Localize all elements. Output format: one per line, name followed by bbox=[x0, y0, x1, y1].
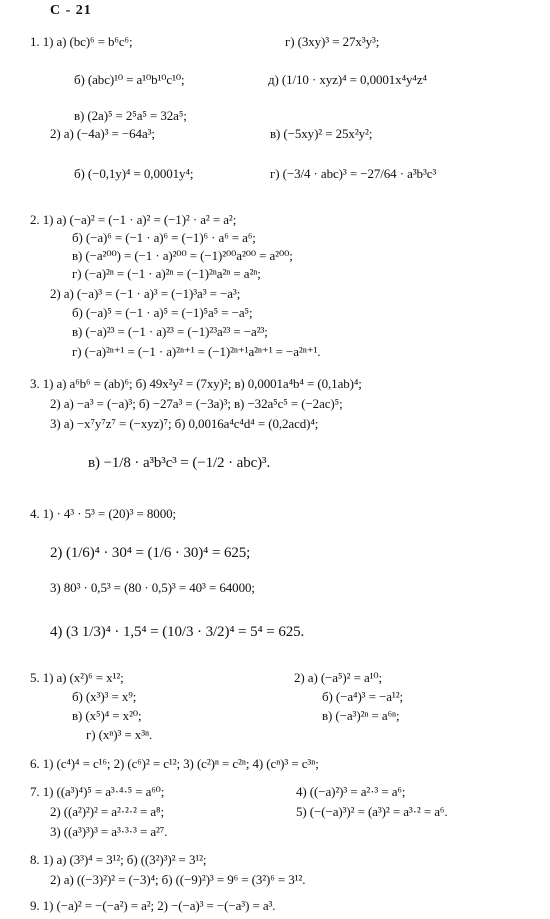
task-5-line-2: б) (x³)³ = x⁹; bbox=[72, 689, 137, 704]
task-1-line-v: в) (2a)⁵ = 2⁵a⁵ = 32a⁵; bbox=[74, 108, 187, 123]
task-7-line-2r: 5) (−(−a)³)² = (a³)² = a³·² = a⁶. bbox=[296, 804, 448, 819]
task-2-line-1: 2. 1) а) (−a)² = (−1 · a)² = (−1)² · a² = a²; bbox=[30, 212, 237, 227]
task-5-line-3: в) (x⁵)⁴ = x²⁰; bbox=[72, 708, 142, 723]
task-2-line-2: б) (−a)⁶ = (−1 · a)⁶ = (−1)⁶ · a⁶ = a⁶; bbox=[72, 230, 256, 245]
task-5-line-4: г) (xⁿ)³ = x³ⁿ. bbox=[86, 727, 153, 742]
task-2-line-7: в) (−a)²³ = (−1 · a)²³ = (−1)²³a²³ = −a²³; bbox=[72, 324, 268, 339]
task-2-line-3: в) (−a²⁰⁰) = (−1 · a)²⁰⁰ = (−1)²⁰⁰a²⁰⁰ = a²⁰⁰; bbox=[72, 248, 293, 263]
task-2-line-6: б) (−a)⁵ = (−1 · a)⁵ = (−1)⁵a⁵ = −a⁵; bbox=[72, 305, 253, 320]
task-1-2-line-a: 2) а) (−4a)³ = −64a³; bbox=[50, 126, 155, 141]
task-7-line-3: 3) ((a³)³)³ = a³·³·³ = a²⁷. bbox=[50, 824, 168, 839]
task-1-line-g: г) (3xy)³ = 27x³y³; bbox=[285, 34, 380, 49]
task-3-line-1: 3. 1) а) a⁶b⁶ = (ab)⁶; б) 49x²y² = (7xy)²; в) 0,0001a⁴b⁴ = (0,1ab)⁴; bbox=[30, 376, 362, 391]
task-5-line-1r: 2) а) (−a⁵)² = a¹⁰; bbox=[294, 670, 383, 685]
task-4-line-3: 3) 80³ · 0,5³ = (80 · 0,5)³ = 40³ = 64000; bbox=[50, 580, 255, 595]
task-1-line-a: 1. 1) а) (bc)⁶ = b⁶c⁶; bbox=[30, 34, 133, 49]
page-header: С - 21 bbox=[50, 3, 92, 18]
task-6-line: 6. 1) (c⁴)⁴ = c¹⁶; 2) (c⁶)² = c¹²; 3) (c²)ⁿ = c²ⁿ; 4) (cⁿ)³ = c³ⁿ; bbox=[30, 756, 319, 771]
task-5-line-1: 5. 1) а) (x²)⁶ = x¹²; bbox=[30, 670, 124, 685]
task-7-line-1r: 4) ((−a)²)³ = a²·³ = a⁶; bbox=[296, 784, 406, 799]
task-3-line-3: 3) а) −x⁷y⁷z⁷ = (−xyz)⁷; б) 0,0016a⁴c⁴d⁴ = (0,2acd)⁴; bbox=[50, 416, 319, 431]
task-4-line-2: 2) (1/6)⁴ · 30⁴ = (1/6 · 30)⁴ = 625; bbox=[50, 545, 251, 561]
task-5-line-3r: в) (−a³)²ⁿ = a⁶ⁿ; bbox=[322, 708, 400, 723]
task-1-line-b: б) (abc)¹⁰ = a¹⁰b¹⁰c¹⁰; bbox=[74, 72, 185, 87]
task-2-line-5: 2) а) (−a)³ = (−1 · a)³ = (−1)³a³ = −a³; bbox=[50, 286, 241, 301]
task-1-2-line-v: в) (−5xy)² = 25x²y²; bbox=[270, 126, 373, 141]
task-3-line-2: 2) а) −a³ = (−a)³; б) −27a³ = (−3a)³; в) −32a⁵c⁵ = (−2ac)⁵; bbox=[50, 396, 343, 411]
task-2-line-8: г) (−a)²ⁿ⁺¹ = (−1 · a)²ⁿ⁺¹ = (−1)²ⁿ⁺¹a²ⁿ⁺¹ = −a²ⁿ⁺¹. bbox=[72, 344, 321, 359]
task-2-line-4: г) (−a)²ⁿ = (−1 · a)²ⁿ = (−1)²ⁿa²ⁿ = a²ⁿ; bbox=[72, 266, 261, 281]
task-5-line-2r: б) (−a⁴)³ = −a¹²; bbox=[322, 689, 404, 704]
task-3-line-4: в) −1/8 · a³b³c³ = (−1/2 · abc)³. bbox=[88, 455, 271, 471]
task-1-2-line-b: б) (−0,1y)⁴ = 0,0001y⁴; bbox=[74, 166, 194, 181]
task-1-line-d: д) (1/10 · xyz)⁴ = 0,0001x⁴y⁴z⁴ bbox=[268, 72, 427, 87]
task-4-line-1: 4. 1) · 4³ · 5³ = (20)³ = 8000; bbox=[30, 506, 177, 521]
task-1-2-line-g: г) (−3/4 · abc)³ = −27/64 · a³b³c³ bbox=[270, 166, 437, 181]
task-8-line-2: 2) а) ((−3)²)² = (−3)⁴; б) ((−9)²)³ = 9⁶ = (3²)⁶ = 3¹². bbox=[50, 872, 306, 887]
task-8-line-1: 8. 1) а) (3³)⁴ = 3¹²; б) ((3²)³)² = 3¹²; bbox=[30, 852, 207, 867]
task-7-line-1: 7. 1) ((a³)⁴)⁵ = a³·⁴·⁵ = a⁶⁰; bbox=[30, 784, 165, 799]
task-7-line-2: 2) ((a²)²)² = a²·²·² = a⁸; bbox=[50, 804, 164, 819]
task-4-line-4: 4) (3 1/3)⁴ · 1,5⁴ = (10/3 · 3/2)⁴ = 5⁴ = 625. bbox=[50, 624, 305, 640]
task-9-line: 9. 1) (−a)² = −(−a²) = a²; 2) −(−a)³ = −(−a³) = a³. bbox=[30, 898, 276, 913]
